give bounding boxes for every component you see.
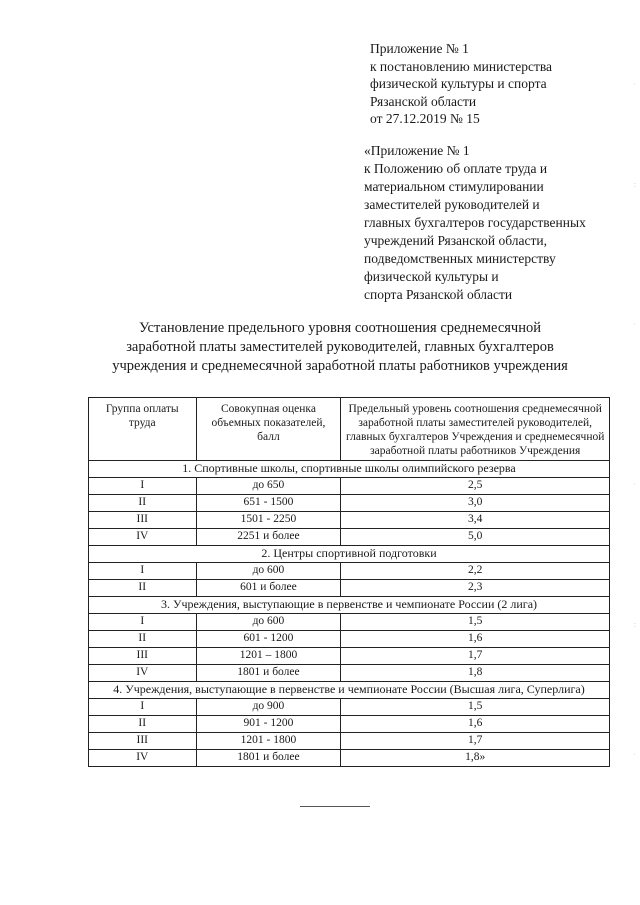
table-header-row — [89, 398, 610, 461]
section-title: 1. Спортивные школы, спортивные школы олимпийского резерва — [89, 461, 610, 478]
cell-score: 1801 и более — [196, 750, 341, 767]
regulation-appendix-line: главных бухгалтеров государственных — [364, 215, 586, 230]
cell-score: до 600 — [196, 563, 341, 580]
section-row — [89, 461, 610, 478]
table-row — [89, 478, 610, 495]
cell-group: II — [89, 716, 197, 733]
cell-ratio: 3,4 — [341, 512, 610, 529]
regulation-appendix-line: заместителей руководителей и — [364, 197, 540, 212]
cell-ratio: 1,8 — [341, 665, 610, 682]
regulation-appendix-line: «Приложение № 1 — [364, 143, 470, 158]
cell-score: 2251 и более — [196, 529, 341, 546]
cell-score: 651 - 1500 — [196, 495, 341, 512]
cell-ratio: 1,7 — [341, 733, 610, 750]
regulation-appendix-line: к Положению об оплате труда и — [364, 161, 548, 176]
cell-score: 1201 - 1800 — [196, 733, 341, 750]
regulation-appendix-line: подведомственных министерству — [364, 251, 556, 266]
appendix-line: Приложение № 1 — [370, 41, 469, 56]
section-title: 4. Учреждения, выступающие в первенстве и чемпионате России (Высшая лига, Суперлига) — [89, 682, 610, 699]
table-row — [89, 648, 610, 665]
regulation-appendix-line: учреждений Рязанской области, — [364, 233, 547, 248]
cell-score: 601 - 1200 — [196, 631, 341, 648]
cell-ratio: 2,2 — [341, 563, 610, 580]
appendix-line: к постановлению министерства — [370, 58, 553, 74]
cell-score: 901 - 1200 — [196, 716, 341, 733]
appendix-line: Рязанской области — [370, 93, 477, 109]
cell-group: I — [89, 478, 197, 495]
cell-group: II — [89, 631, 197, 648]
regulation-appendix-line: физической культуры и — [364, 269, 499, 284]
header-group: Группа оплаты труда — [89, 398, 197, 461]
cell-ratio: 1,8» — [341, 750, 610, 767]
table-row — [89, 580, 610, 597]
appendix-line: физической культуры и спорта — [370, 76, 547, 91]
appendix-line: от 27.12.2019 № 15 — [370, 111, 480, 126]
header-score: Совокупная оценка объемных показателей, балл — [196, 398, 341, 461]
cell-group: II — [89, 580, 197, 597]
table-row — [89, 529, 610, 546]
table-row — [89, 495, 610, 512]
title-line: учреждения и среднемесячной заработной платы работников учреждения — [112, 358, 568, 374]
table-row — [89, 614, 610, 631]
cell-score: 601 и более — [196, 580, 341, 597]
section-title: 2. Центры спортивной подготовки — [89, 546, 610, 563]
section-title: 3. Учреждения, выступающие в первенстве и чемпионате России (2 лига) — [89, 597, 610, 614]
cell-ratio: 3,0 — [341, 495, 610, 512]
cell-score: до 600 — [196, 614, 341, 631]
header-ratio: Предельный уровень соотношения среднемесячной заработной платы заместителей руководителей, главных бухгалтеров Учреждения и среднемесячной заработной платы работников Учреждения — [341, 398, 610, 461]
cell-group: III — [89, 733, 197, 750]
cell-group: III — [89, 512, 197, 529]
cell-group: IV — [89, 750, 197, 767]
cell-score: 1801 и более — [196, 665, 341, 682]
cell-group: I — [89, 699, 197, 716]
title-line: заработной платы заместителей руководителей, главных бухгалтеров — [126, 339, 554, 355]
table-row — [89, 563, 610, 580]
cell-group: III — [89, 648, 197, 665]
cell-score: 1501 - 2250 — [196, 512, 341, 529]
cell-ratio: 5,0 — [341, 529, 610, 546]
salary-ratio-table — [88, 397, 610, 767]
cell-ratio: 1,5 — [341, 614, 610, 631]
table-row — [89, 699, 610, 716]
cell-ratio: 2,5 — [341, 478, 610, 495]
section-row — [89, 546, 610, 563]
table-row — [89, 716, 610, 733]
cell-group: IV — [89, 529, 197, 546]
table-row — [89, 750, 610, 767]
regulation-appendix-line: спорта Рязанской области — [364, 287, 513, 302]
cell-group: II — [89, 495, 197, 512]
title-line: Установление предельного уровня соотношения среднемесячной — [138, 320, 541, 336]
cell-ratio: 1,5 — [341, 699, 610, 716]
table-row — [89, 631, 610, 648]
table-row — [89, 665, 610, 682]
regulation-appendix-line: материальном стимулировании — [364, 179, 544, 194]
cell-score: до 650 — [196, 478, 341, 495]
scan-edge-marks: · : · · : · — [633, 80, 636, 759]
cell-score: до 900 — [196, 699, 341, 716]
closing-divider — [300, 806, 370, 807]
cell-group: IV — [89, 665, 197, 682]
cell-group: I — [89, 563, 197, 580]
cell-ratio: 1,6 — [341, 716, 610, 733]
regulation-appendix-block — [364, 142, 586, 304]
section-row — [89, 682, 610, 699]
table-row — [89, 512, 610, 529]
document-title — [60, 319, 620, 376]
cell-ratio: 1,7 — [341, 648, 610, 665]
cell-ratio: 2,3 — [341, 580, 610, 597]
table-row — [89, 733, 610, 750]
appendix-block — [370, 40, 552, 128]
cell-ratio: 1,6 — [341, 631, 610, 648]
cell-group: I — [89, 614, 197, 631]
section-row — [89, 597, 610, 614]
cell-score: 1201 – 1800 — [196, 648, 341, 665]
